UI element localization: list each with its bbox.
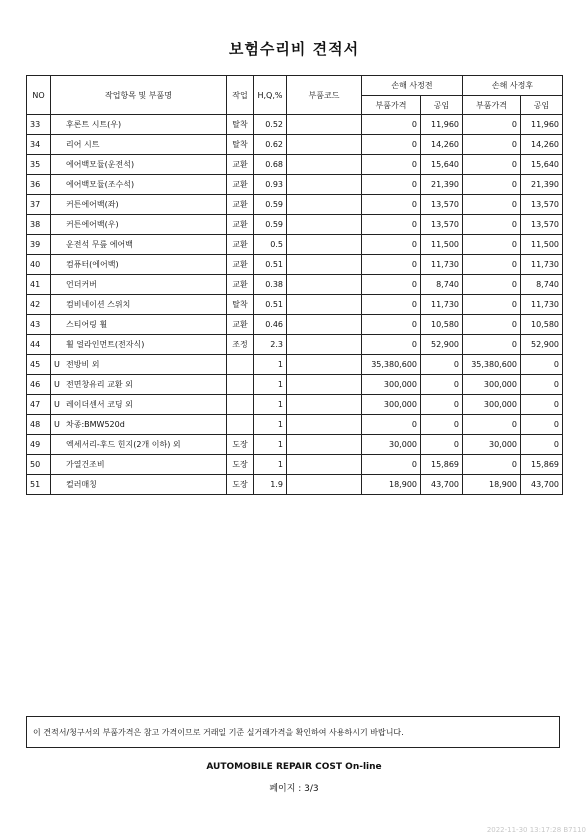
row-item-name: 엑세서리-후드 힌지(2개 이하) 외 <box>66 440 181 449</box>
row-after-labor: 0 <box>521 435 563 455</box>
row-item-name: 커튼에어백(우) <box>66 220 119 229</box>
header-after: 손해 사정후 <box>463 76 563 96</box>
row-u-flag: U <box>54 380 60 389</box>
row-item <box>51 435 227 455</box>
row-work: 교환 <box>227 155 254 175</box>
row-work: 조정 <box>227 335 254 355</box>
row-code <box>287 315 362 335</box>
row-before-labor: 13,570 <box>421 215 463 235</box>
row-item <box>51 335 227 355</box>
print-timestamp: 2022-11-30 13:17:28 B7110 <box>486 826 586 834</box>
row-item-name: 언더커버 <box>66 280 97 289</box>
row-before-part-price: 0 <box>362 155 421 175</box>
header-before-part-price: 부품가격 <box>362 96 421 115</box>
row-hq: 0.46 <box>254 315 287 335</box>
row-after-labor: 0 <box>521 415 563 435</box>
row-work: 도장 <box>227 435 254 455</box>
header-code: 부품코드 <box>287 76 362 115</box>
row-code <box>287 295 362 315</box>
header-before: 손해 사정전 <box>362 76 463 96</box>
row-before-labor: 15,869 <box>421 455 463 475</box>
row-code <box>287 355 362 375</box>
row-work: 도장 <box>227 455 254 475</box>
row-code <box>287 215 362 235</box>
row-before-labor: 52,900 <box>421 335 463 355</box>
row-no: 49 <box>27 435 51 455</box>
row-before-part-price: 30,000 <box>362 435 421 455</box>
row-work: 교환 <box>227 275 254 295</box>
row-no: 34 <box>27 135 51 155</box>
row-code <box>287 455 362 475</box>
table-row <box>27 355 563 375</box>
row-before-labor: 21,390 <box>421 175 463 195</box>
row-work: 교환 <box>227 195 254 215</box>
table-row <box>27 455 563 475</box>
row-after-part-price: 300,000 <box>463 375 521 395</box>
row-after-part-price: 30,000 <box>463 435 521 455</box>
row-after-labor: 11,960 <box>521 115 563 135</box>
table-row <box>27 155 563 175</box>
row-before-part-price: 0 <box>362 335 421 355</box>
row-work: 탈착 <box>227 115 254 135</box>
row-before-labor: 10,580 <box>421 315 463 335</box>
row-before-part-price: 0 <box>362 135 421 155</box>
row-hq: 2.3 <box>254 335 287 355</box>
row-before-labor: 14,260 <box>421 135 463 155</box>
row-work: 교환 <box>227 235 254 255</box>
row-u-flag: U <box>54 400 60 409</box>
row-item-name: 전면창유리 교환 외 <box>66 380 133 389</box>
row-work <box>227 375 254 395</box>
row-before-labor: 11,960 <box>421 115 463 135</box>
row-after-part-price: 0 <box>463 235 521 255</box>
row-before-labor: 0 <box>421 375 463 395</box>
row-before-labor: 0 <box>421 435 463 455</box>
row-after-labor: 15,869 <box>521 455 563 475</box>
row-hq: 1 <box>254 395 287 415</box>
table-row <box>27 275 563 295</box>
row-after-labor: 0 <box>521 375 563 395</box>
row-before-part-price: 35,380,600 <box>362 355 421 375</box>
row-work <box>227 395 254 415</box>
row-before-labor: 43,700 <box>421 475 463 495</box>
header-after-part-price: 부품가격 <box>463 96 521 115</box>
row-no: 48 <box>27 415 51 435</box>
row-before-labor: 0 <box>421 355 463 375</box>
row-hq: 0.52 <box>254 115 287 135</box>
row-item <box>51 375 227 395</box>
row-after-part-price: 0 <box>463 335 521 355</box>
row-item-name: 에어백모듈(조수석) <box>66 180 135 189</box>
row-before-labor: 13,570 <box>421 195 463 215</box>
row-item-name: 컴비네이션 스위치 <box>66 300 131 309</box>
row-after-labor: 13,570 <box>521 195 563 215</box>
row-after-part-price: 300,000 <box>463 395 521 415</box>
row-after-part-price: 0 <box>463 415 521 435</box>
row-item-name: 가열건조비 <box>66 460 105 469</box>
row-no: 43 <box>27 315 51 335</box>
row-u-flag: U <box>54 420 60 429</box>
row-code <box>287 115 362 135</box>
footer-title: AUTOMOBILE REPAIR COST On-line <box>206 762 382 772</box>
row-code <box>287 175 362 195</box>
row-code <box>287 155 362 175</box>
row-item-name: 리어 시트 <box>66 140 100 149</box>
row-hq: 1 <box>254 455 287 475</box>
row-hq: 0.59 <box>254 215 287 235</box>
document-title: 보험수리비 견적서 <box>228 40 360 58</box>
row-before-part-price: 18,900 <box>362 475 421 495</box>
row-item-name: 에어백모듈(운전석) <box>66 160 135 169</box>
row-hq: 1 <box>254 375 287 395</box>
row-after-part-price: 0 <box>463 175 521 195</box>
row-item-name: 스티어링 휠 <box>66 320 108 329</box>
row-hq: 0.59 <box>254 195 287 215</box>
row-before-part-price: 0 <box>362 275 421 295</box>
row-no: 33 <box>27 115 51 135</box>
row-no: 39 <box>27 235 51 255</box>
row-hq: 0.93 <box>254 175 287 195</box>
table-row <box>27 375 563 395</box>
row-hq: 1 <box>254 355 287 375</box>
header-hq: H,Q,% <box>254 76 287 115</box>
header-no: NO <box>27 76 51 115</box>
row-item <box>51 295 227 315</box>
estimate-table <box>26 75 563 495</box>
price-notice: 이 견적서/청구서의 부품가격은 참고 가격이므로 거래일 기준 실거래가격을 확인하여 사용하시기 바랍니다. <box>26 716 560 748</box>
row-after-labor: 11,500 <box>521 235 563 255</box>
row-item <box>51 215 227 235</box>
row-item <box>51 455 227 475</box>
header-item: 작업항목 및 부품명 <box>51 76 227 115</box>
table-row <box>27 175 563 195</box>
row-before-part-price: 0 <box>362 195 421 215</box>
page-number: 페이지 : 3/3 <box>269 784 319 794</box>
row-before-labor: 11,730 <box>421 255 463 275</box>
row-item-name: 컬러매칭 <box>66 480 97 489</box>
row-work: 탈착 <box>227 135 254 155</box>
row-after-labor: 11,730 <box>521 295 563 315</box>
table-row <box>27 435 563 455</box>
row-after-part-price: 0 <box>463 455 521 475</box>
row-after-part-price: 0 <box>463 295 521 315</box>
row-after-labor: 21,390 <box>521 175 563 195</box>
table-row <box>27 135 563 155</box>
row-before-part-price: 0 <box>362 235 421 255</box>
row-before-part-price: 300,000 <box>362 395 421 415</box>
table-row <box>27 315 563 335</box>
row-before-labor: 8,740 <box>421 275 463 295</box>
row-work <box>227 415 254 435</box>
table-row <box>27 475 563 495</box>
row-item <box>51 155 227 175</box>
row-before-part-price: 0 <box>362 315 421 335</box>
row-after-labor: 14,260 <box>521 135 563 155</box>
row-item <box>51 115 227 135</box>
row-code <box>287 475 362 495</box>
row-code <box>287 195 362 215</box>
row-before-labor: 0 <box>421 415 463 435</box>
row-after-labor: 0 <box>521 395 563 415</box>
row-item-name: 차종:BMW520d <box>66 420 125 429</box>
row-item <box>51 235 227 255</box>
row-hq: 0.51 <box>254 295 287 315</box>
header-before-labor: 공임 <box>421 96 463 115</box>
row-work: 탈착 <box>227 295 254 315</box>
row-code <box>287 375 362 395</box>
row-item-name: 운전석 무릎 에어백 <box>66 240 133 249</box>
row-after-part-price: 0 <box>463 275 521 295</box>
row-hq: 0.62 <box>254 135 287 155</box>
row-item <box>51 415 227 435</box>
row-after-part-price: 0 <box>463 255 521 275</box>
row-code <box>287 395 362 415</box>
row-no: 41 <box>27 275 51 295</box>
table-row <box>27 295 563 315</box>
row-before-part-price: 0 <box>362 215 421 235</box>
row-code <box>287 335 362 355</box>
row-no: 44 <box>27 335 51 355</box>
row-code <box>287 275 362 295</box>
row-item <box>51 275 227 295</box>
row-no: 35 <box>27 155 51 175</box>
row-item <box>51 315 227 335</box>
row-after-labor: 10,580 <box>521 315 563 335</box>
row-item <box>51 195 227 215</box>
row-item-name: 커튼에어백(좌) <box>66 200 119 209</box>
row-no: 37 <box>27 195 51 215</box>
row-u-flag: U <box>54 360 60 369</box>
row-item-name: 컴퓨터(에어백) <box>66 260 119 269</box>
row-work <box>227 355 254 375</box>
row-after-part-price: 0 <box>463 315 521 335</box>
row-work: 교환 <box>227 175 254 195</box>
row-no: 40 <box>27 255 51 275</box>
row-after-part-price: 0 <box>463 215 521 235</box>
row-work: 교환 <box>227 315 254 335</box>
row-no: 38 <box>27 215 51 235</box>
header-work: 작업 <box>227 76 254 115</box>
row-before-labor: 11,500 <box>421 235 463 255</box>
row-after-labor: 8,740 <box>521 275 563 295</box>
row-after-part-price: 18,900 <box>463 475 521 495</box>
row-after-part-price: 0 <box>463 115 521 135</box>
row-before-part-price: 0 <box>362 255 421 275</box>
table-row <box>27 215 563 235</box>
row-before-part-price: 0 <box>362 175 421 195</box>
row-item <box>51 255 227 275</box>
table-row <box>27 415 563 435</box>
row-after-labor: 52,900 <box>521 335 563 355</box>
row-hq: 0.38 <box>254 275 287 295</box>
table-row <box>27 335 563 355</box>
row-work: 교환 <box>227 255 254 275</box>
row-before-part-price: 0 <box>362 455 421 475</box>
row-hq: 0.68 <box>254 155 287 175</box>
row-before-part-price: 0 <box>362 415 421 435</box>
row-hq: 0.51 <box>254 255 287 275</box>
row-item-name: 레이더센서 코딩 외 <box>66 400 133 409</box>
row-no: 46 <box>27 375 51 395</box>
row-no: 50 <box>27 455 51 475</box>
row-after-labor: 43,700 <box>521 475 563 495</box>
row-before-part-price: 0 <box>362 115 421 135</box>
row-before-labor: 0 <box>421 395 463 415</box>
row-after-labor: 13,570 <box>521 215 563 235</box>
row-item <box>51 355 227 375</box>
table-row <box>27 395 563 415</box>
row-after-labor: 0 <box>521 355 563 375</box>
row-item <box>51 395 227 415</box>
table-row <box>27 115 563 135</box>
table-row <box>27 195 563 215</box>
row-item <box>51 135 227 155</box>
row-item-name: 휠 얼라인먼트(전자식) <box>66 340 145 349</box>
row-code <box>287 135 362 155</box>
row-before-part-price: 300,000 <box>362 375 421 395</box>
row-item-name: 후론트 시트(우) <box>66 120 122 129</box>
row-hq: 1 <box>254 435 287 455</box>
row-work: 도장 <box>227 475 254 495</box>
row-item <box>51 175 227 195</box>
row-before-labor: 15,640 <box>421 155 463 175</box>
row-hq: 0.5 <box>254 235 287 255</box>
row-code <box>287 235 362 255</box>
row-before-part-price: 0 <box>362 295 421 315</box>
row-after-labor: 15,640 <box>521 155 563 175</box>
row-after-part-price: 0 <box>463 195 521 215</box>
table-row <box>27 255 563 275</box>
row-code <box>287 415 362 435</box>
row-code <box>287 435 362 455</box>
row-no: 45 <box>27 355 51 375</box>
row-no: 36 <box>27 175 51 195</box>
row-hq: 1.9 <box>254 475 287 495</box>
row-after-labor: 11,730 <box>521 255 563 275</box>
row-item-name: 전방비 외 <box>66 360 100 369</box>
estimate-rows <box>27 115 563 495</box>
table-row <box>27 235 563 255</box>
row-no: 51 <box>27 475 51 495</box>
row-after-part-price: 0 <box>463 155 521 175</box>
row-code <box>287 255 362 275</box>
row-after-part-price: 35,380,600 <box>463 355 521 375</box>
row-item <box>51 475 227 495</box>
row-after-part-price: 0 <box>463 135 521 155</box>
header-after-labor: 공임 <box>521 96 563 115</box>
row-no: 47 <box>27 395 51 415</box>
row-no: 42 <box>27 295 51 315</box>
row-work: 교환 <box>227 215 254 235</box>
row-hq: 1 <box>254 415 287 435</box>
row-before-labor: 11,730 <box>421 295 463 315</box>
